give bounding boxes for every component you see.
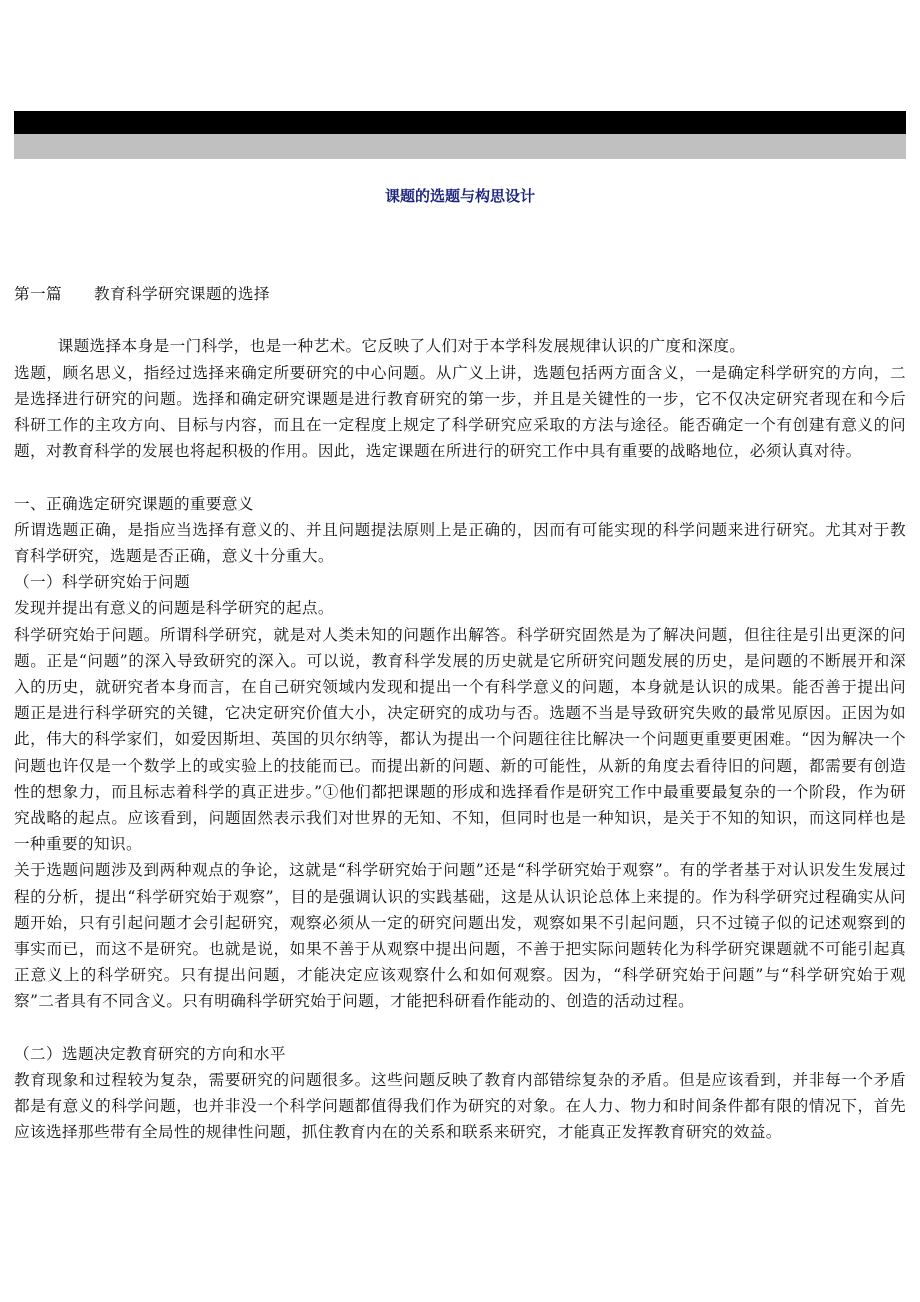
section-1-heading: 一、正确选定研究课题的重要意义	[14, 494, 254, 513]
subsection-1-lead: 发现并提出有意义的问题是科学研究的起点。	[14, 599, 334, 618]
subsection-1-paragraph-2: 关于选题问题涉及到两种观点的争论，这就是“科学研究始于问题”还是“科学研究始于观察”。有的学者基于对认识发生发展过程的分析，提出“科学研究始于观察”，目的是强调认识的实践基础，这是从认识论总体上来提的。作为科学研究过程确实从问题开始，只有引起问题才会引起研究，观察必须从一定的研究问题出发，观察如果不引起问题，只不过镜子似的记述观察到的事实而已，而这不是研究。也就是说，如果不善于从观察中提出问题，不善于把实际问题转化为科学研究课题就不可能引起真正意义上的科学研究。只有提出问题，才能决定应该观察什么和如何观察。因为，“科学研究始于问题”与“科学研究始于观察”二者具有不同含义。只有明确科学研究始于问题，才能把科研看作能动的、创造的活动过程。	[14, 861, 906, 1011]
spacer	[14, 307, 906, 333]
section-1-body: 所谓选题正确，是指应当选择有意义的、并且问题提法原则上是正确的，因而有可能实现的科学问题来进行研究。尤其对于教育科学研究，选题是否正确，意义十分重大。	[14, 520, 906, 565]
intro-lead-paragraph: 课题选择本身是一门科学，也是一种艺术。它反映了人们对于本学科发展规律认识的广度和深度。	[57, 337, 746, 356]
subsection-2-paragraph-1: 教育现象和过程较为复杂，需要研究的问题很多。这些问题反映了教育内部错综复杂的矛盾。但是应该看到，并非每一个矛盾都是有意义的科学问题，也并非没一个科学问题都值得我们作为研究的对象。在人力、物力和时间条件都有限的情况下，首先应该选择那些带有全局性的规律性问题，抓住教育内在的关系和联系来研究，才能真正发挥教育研究的效益。	[14, 1071, 906, 1142]
intro-body-paragraph: 选题，顾名思义，指经过选择来确定所要研究的中心问题。从广义上讲，选题包括两方面含义，一是确定科学研究的方向，二是选择进行研究的问题。选择和确定研究课题是进行教育研究的第一步，并且是关键性的一步，它不仅决定研究者现在和今后科研工作的主攻方向、目标与内容，而且在一定程度上规定了科学研究应采取的方法与途径。能否确定一个有创建有意义的问题，对教育科学的发展也将起积极的作用。因此，选定课题在所进行的研究工作中具有重要的战略地位，必须认真对待。	[14, 363, 906, 461]
subsection-1-heading: （一）科学研究始于问题	[14, 573, 190, 592]
subsection-2-heading: （二）选题决定教育研究的方向和水平	[14, 1044, 286, 1063]
part-heading: 第一篇 教育科学研究课题的选择	[14, 285, 270, 303]
header-gray-bar	[14, 134, 906, 159]
subsection-1-paragraph-1: 科学研究始于问题。所谓科学研究，就是对人类未知的问题作出解答。科学研究固然是为了解决问题，但往往是引出更深的问题。正是“问题”的深入导致研究的深入。可以说，教育科学发展的历史就是它所研究问题发展的历史，是问题的不断展开和深入的历史，就研究者本身而言，在自己研究领域内发现和提出一个有科学意义的问题，本身就是认识的成果。能否善于提出问题正是进行科学研究的关键，它决定研究价值大小，决定研究的成功与否。选题不当是导致研究失败的最常见原因。正因为如此，伟大的科学家们，如爱因斯坦、英国的贝尔纳等，都认为提出一个问题往往比解决一个问题更重要更困难。“因为解决一个问题也许仅是一个数学上的或实验上的技能而已。而提出新的问题、新的可能性，从新的角度去看待旧的问题，都需要有创造性的想象力，而且标志着科学的真正进步。”①他们都把课题的形成和选择看作是研究工作中最重要最复杂的一个阶段，作为研究战略的起点。应该看到，问题固然表示我们对世界的无知、不知，但同时也是一种知识，是关于不知的知识，而这同样也是一种重要的知识。	[14, 625, 906, 854]
header-black-bar	[14, 111, 906, 134]
document-body	[14, 281, 906, 1146]
spacer	[14, 1015, 906, 1041]
spacer	[14, 464, 906, 490]
document-title: 课题的选题与构思设计	[384, 187, 535, 205]
